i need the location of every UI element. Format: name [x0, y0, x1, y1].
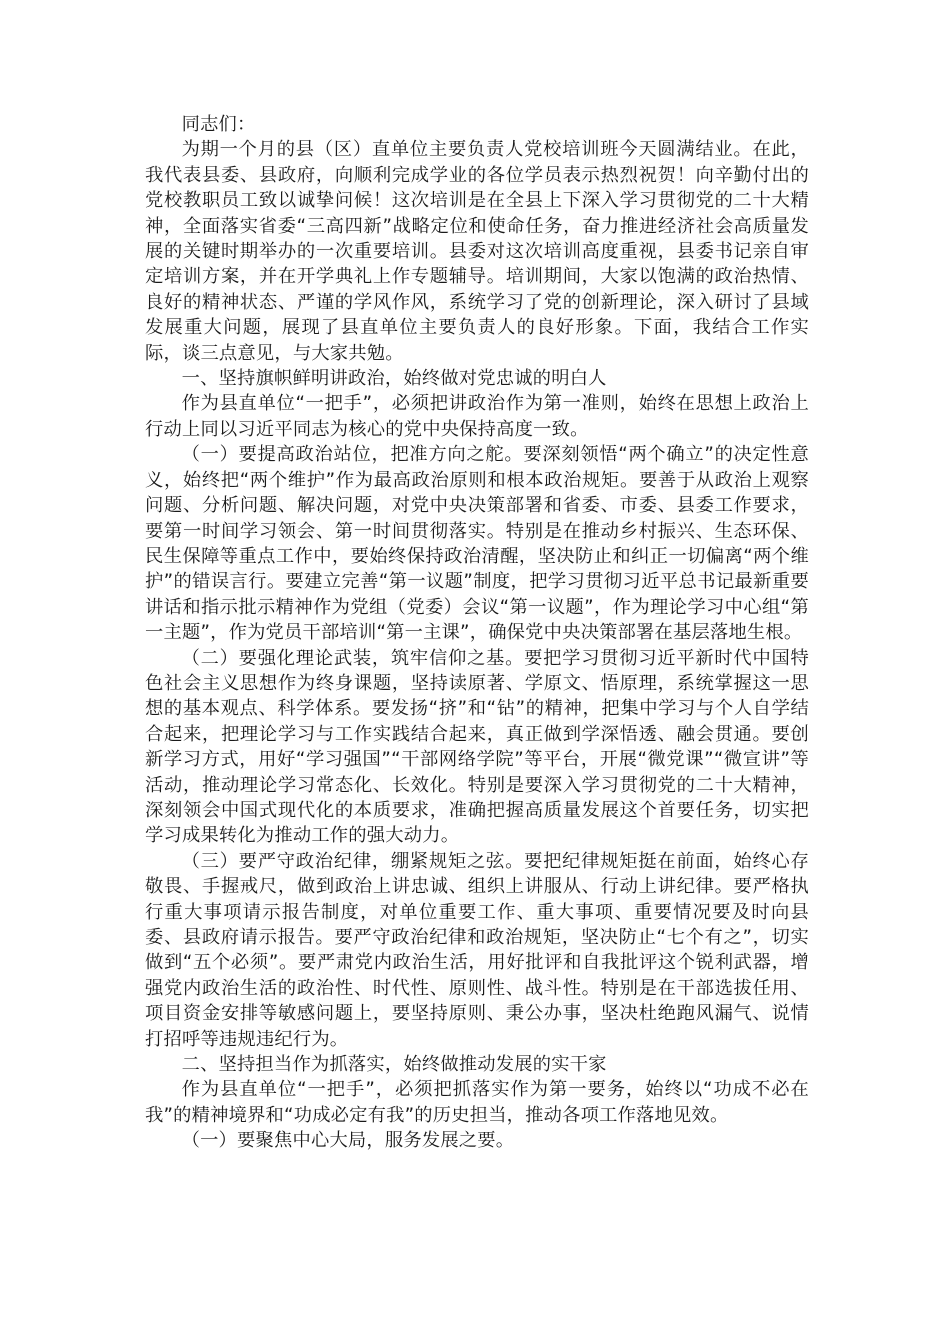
paragraph-section-1-item-2: （二）要强化理论武装，筑牢信仰之基。要把学习贯彻习近平新时代中国特色社会主义思想作为终身课题，坚持读原著、学原文、悟原理，系统掌握这一思想的基本观点、科学体系。要发扬“挤”和“钻”的精神，把集中学习与个人自学结合起来，把理论学习与工作实践结合起来，真正做到学深悟透、融会贯通。要创新学习方式，用好“学习强国”“干部网络学院”等平台，开展“微党课”“微宣讲”等活动，推动理论学习常态化、长效化。特别是要深入学习贯彻党的二十大精神，深刻领会中国式现代化的本质要求，准确把握高质量发展这个首要任务，切实把学习成果转化为推动工作的强大动力。: [145, 647, 809, 847]
paragraph-section-1-item-1: （一）要提高政治站位，把准方向之舵。要深刻领悟“两个确立”的决定性意义，始终把“两个维护”作为最高政治原则和根本政治规矩。要善于从政治上观察问题、分析问题、解决问题，对党中央决策部署和省委、市委、县委工作要求，要第一时间学习领会、第一时间贯彻落实。特别是在推动乡村振兴、生态环保、民生保障等重点工作中，要始终保持政治清醒，坚决防止和纠正一切偏离“两个维护”的错误言行。要建立完善“第一议题”制度，把学习贯彻习近平总书记最新重要讲话和指示批示精神作为党组（党委）会议“第一议题”，作为理论学习中心组“第一主题”，作为党员干部培训“第一主课”，确保党中央决策部署在基层落地生根。: [145, 444, 810, 644]
section-heading-2: 二、坚持担当作为抓落实，始终做推动发展的实干家: [181, 1054, 607, 1076]
paragraph-section-2-intro: 作为县直单位“一把手”，必须把抓落实作为第一要务，始终以“功成不必在我”的精神境界和“功成必定有我”的历史担当，推动各项工作落地见效。: [145, 1079, 809, 1126]
paragraph-intro: 为期一个月的县（区）直单位主要负责人党校培训班今天圆满结业。在此，我代表县委、县政府，向顺利完成学业的各位学员表示热烈祝贺！向辛勤付出的党校教职员工致以诚挚问候！这次培训是在全县上下深入学习贯彻党的二十大精神，全面落实省委“三高四新”战略定位和使命任务，奋力推进经济社会高质量发展的关键时期举办的一次重要培训。县委对这次培训高度重视，县委书记亲自审定培训方案，并在开学典礼上作专题辅导。培训期间，大家以饱满的政治热情、良好的精神状态、严谨的学风作风，系统学习了党的创新理论，深入研讨了县域发展重大问题，展现了县直单位主要负责人的良好形象。下面，我结合工作实际，谈三点意见，与大家共勉。: [145, 139, 810, 364]
document-body: [145, 112, 809, 1154]
paragraph-section-1-intro: 作为县直单位“一把手”，必须把讲政治作为第一准则，始终在思想上政治上行动上同以习近平同志为核心的党中央保持高度一致。: [145, 393, 809, 440]
salutation: 同志们：: [181, 114, 256, 135]
paragraph-section-1-item-3: （三）要严守政治纪律，绷紧规矩之弦。要把纪律规矩挺在前面，始终心存敬畏、手握戒尺，做到政治上讲忠诚、组织上讲服从、行动上讲纪律。要严格执行重大事项请示报告制度，对单位重要工作、重大事项、重要情况要及时向县委、县政府请示报告。要严守政治纪律和政治规矩，坚决防止“七个有之”，切实做到“五个必须”。要严肃党内政治生活，用好批评和自我批评这个锐利武器，增强党内政治生活的政治性、时代性、原则性、战斗性。特别是在干部选拔任用、项目资金安排等敏感问题上，要坚持原则、秉公办事，坚决杜绝跑风漏气、说情打招呼等违规违纪行为。: [145, 850, 810, 1050]
section-heading-1: 一、坚持旗帜鲜明讲政治，始终做对党忠诚的明白人: [181, 368, 607, 390]
paragraph-section-2-item-1: （一）要聚焦中心大局，服务发展之要。: [181, 1130, 515, 1152]
